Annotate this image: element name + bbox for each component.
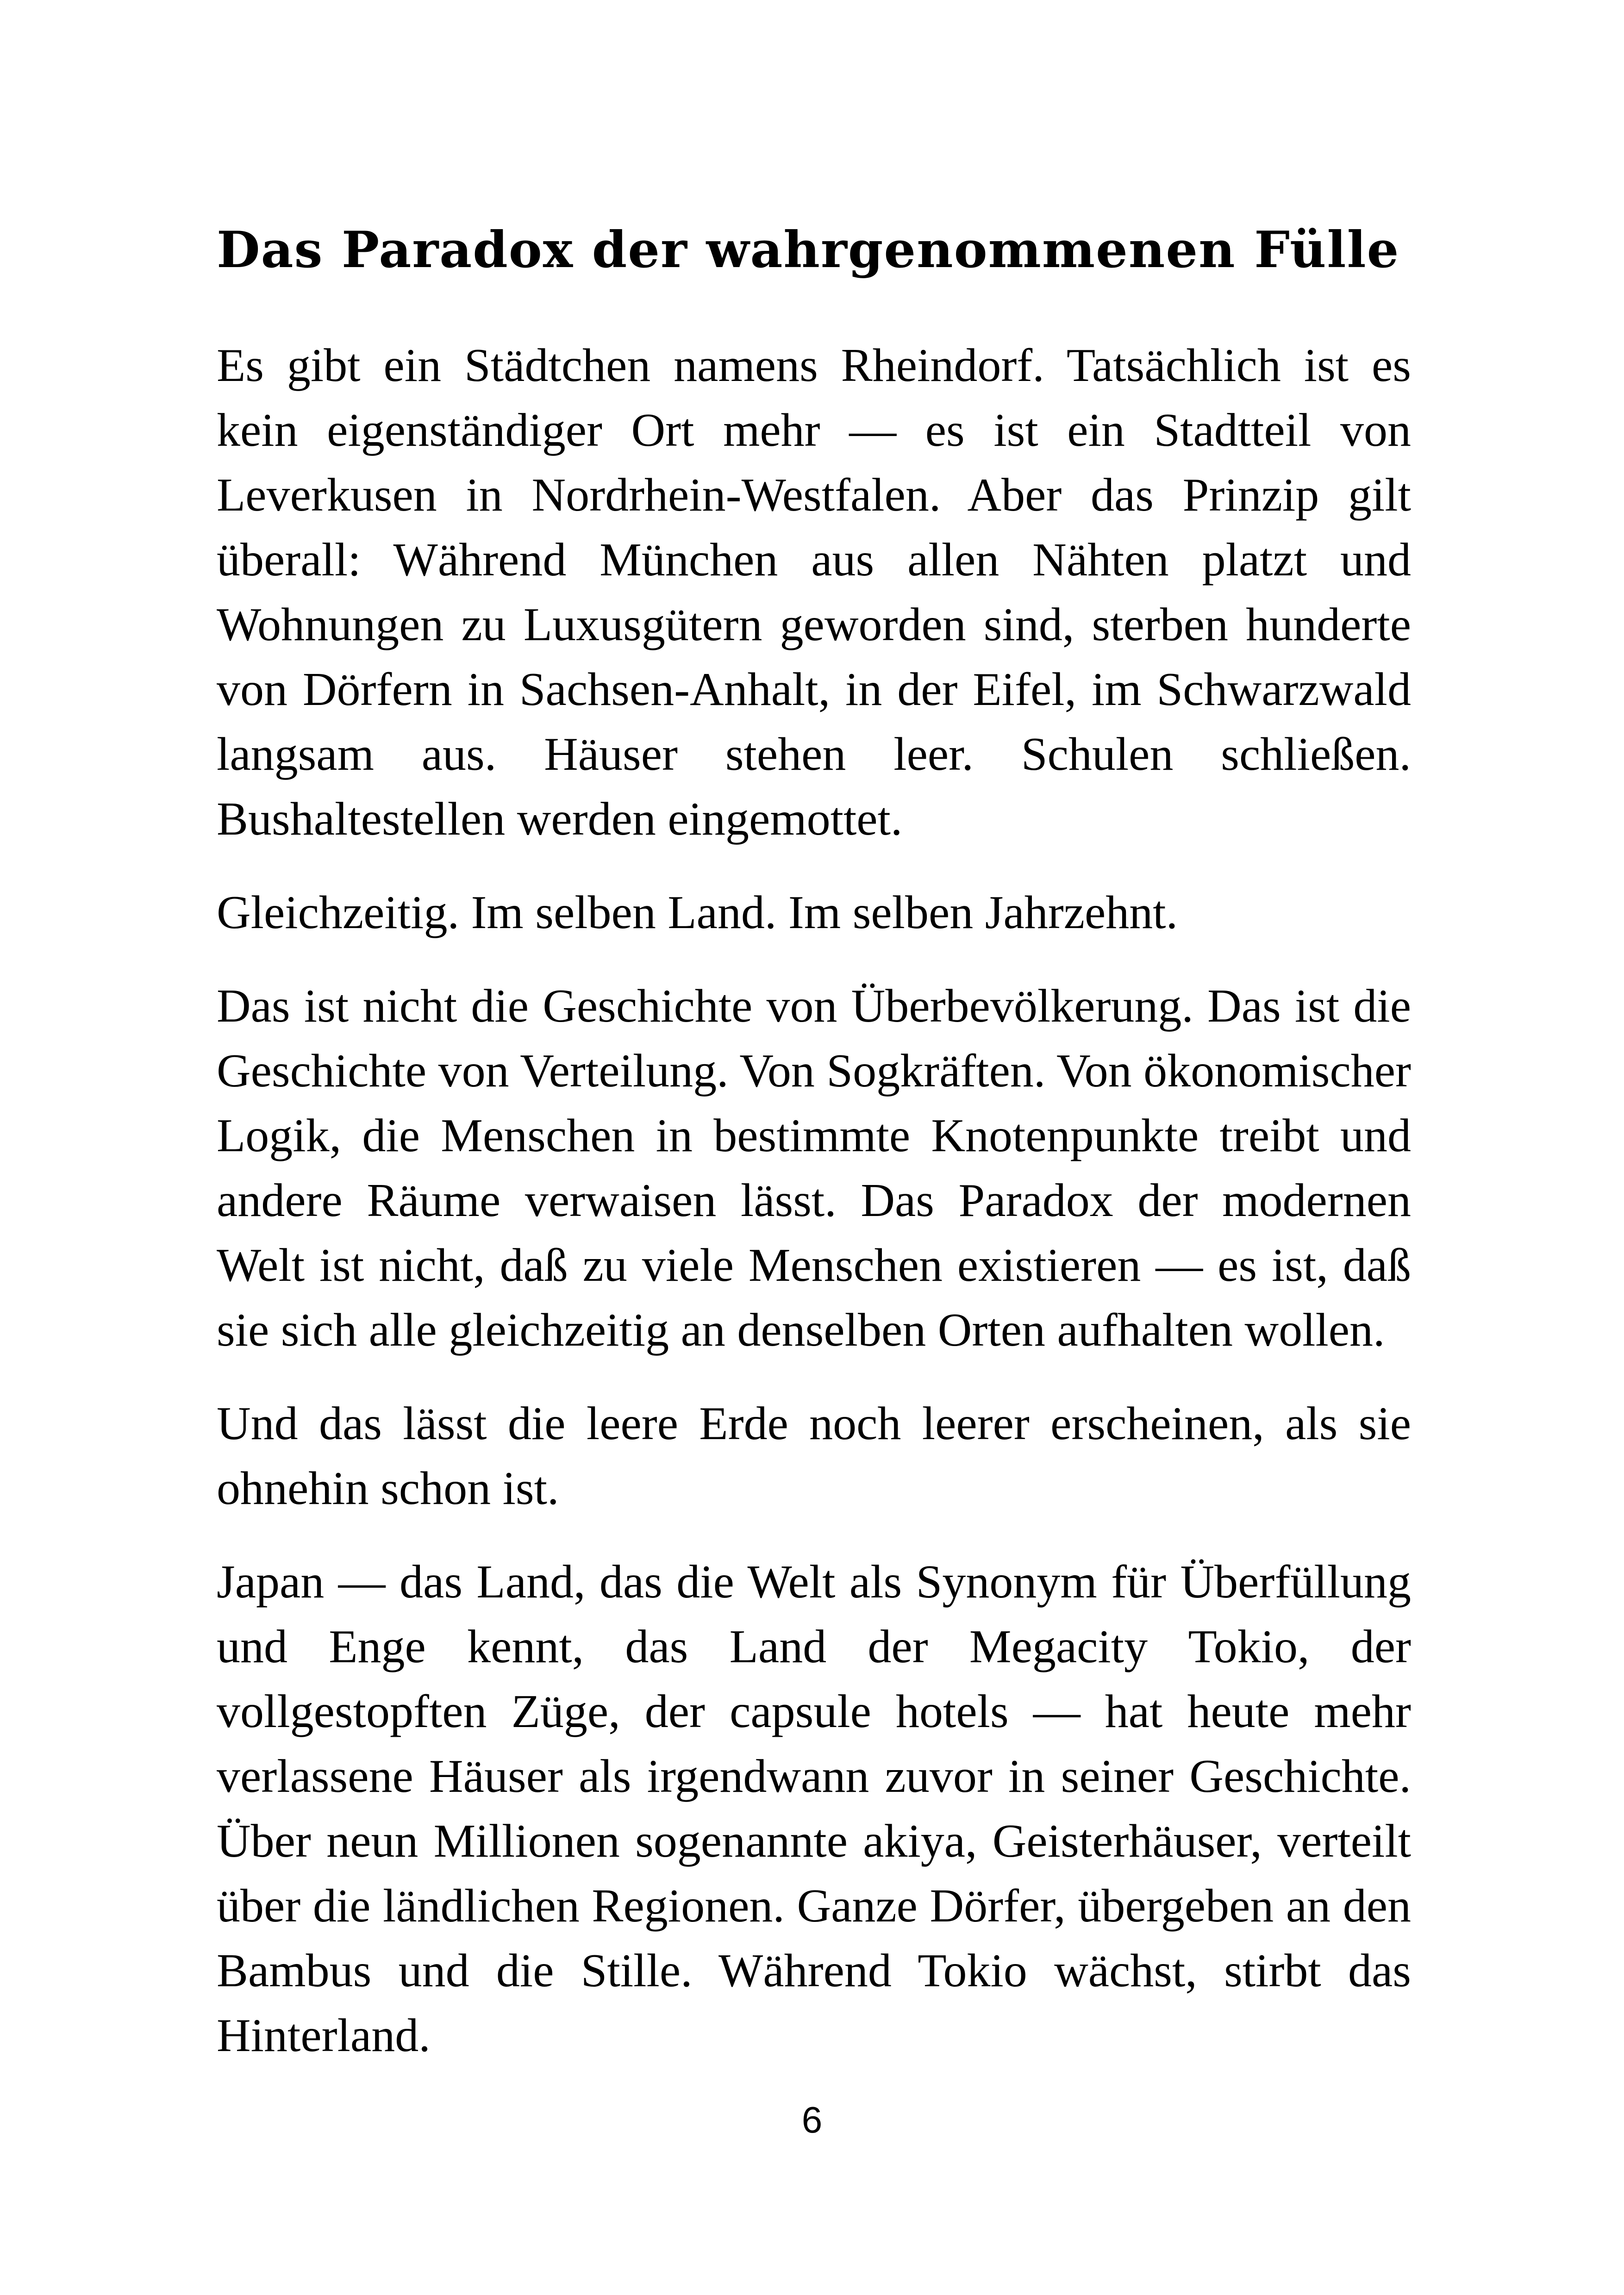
paragraph-5: Japan — das Land, das die Welt als Synonym für Überfüllung und Enge kennt, das Land der Megacity Tokio, der vollgestopften Züge, der capsule hotels — hat heute mehr verlassene Häuser als irgendwann zuvor in seiner Geschichte. Über neun Millionen sogenannte akiya, Geisterhäuser, verteilt über die ländlichen Regionen. Ganze Dörfer, übergeben an den Bambus und die Stille. Während Tokio wächst, stirbt das Hinterland. [217, 1556, 1411, 2062]
page-number: 6 [801, 2099, 823, 2140]
body-text [217, 333, 1411, 2097]
chapter-heading: Das Paradox der wahrgenommenen Fülle [217, 221, 1400, 279]
paragraph-2: Gleichzeitig. Im selben Land. Im selben Jahrzehnt. [217, 886, 1178, 939]
paragraph-4: Und das lässt die leere Erde noch leerer erscheinen, als sie ohnehin schon ist. [217, 1397, 1411, 1515]
paragraph-3: Das ist nicht die Geschichte von Überbevölkerung. Das ist die Geschichte von Verteilung. Von Sogkräften. Von ökonomischer Logik, die Menschen in bestimmte Knotenpunkte treibt und andere Räume verwaisen lässt. Das Paradox der modernen Welt ist nicht, daß zu viele Menschen existieren — es ist, daß sie sich alle gleichzeitig an denselben Orten aufhalten wollen. [217, 980, 1411, 1356]
paragraph-1: Es gibt ein Städtchen namens Rheindorf. Tatsächlich ist es kein eigenständiger Ort mehr — es ist ein Stadtteil von Leverkusen in Nordrhein-Westfalen. Aber das Prinzip gilt überall: Während München aus allen Nähten platzt und Wohnungen zu Luxusgütern geworden sind, sterben hunderte von Dörfern in Sachsen-Anhalt, in der Eifel, im Schwarzwald langsam aus. Häuser stehen leer. Schulen schließen. Bushaltestellen werden eingemottet. [217, 339, 1411, 845]
